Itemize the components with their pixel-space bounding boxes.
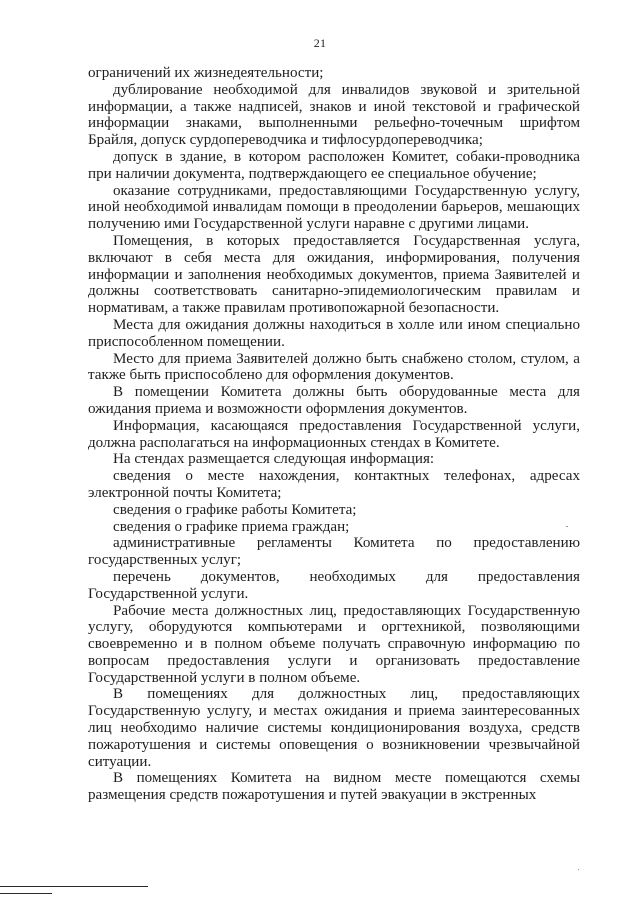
paragraph: оказание сотрудниками, предоставляющими Государственную услугу, иной необходимой инвалидам помощи в преодолении барьеров, мешающих получению ими Государственной услуги наравне с другими лицами. [88, 182, 580, 233]
paragraph: В помещениях для должностных лиц, предоставляющих Государственную услугу, и местах ожидания и приема заинтересованных лиц необходимо наличие системы кондиционирования воздуха, средств пожаротушения и системы оповещения о возникновении чрезвычайной ситуации. [88, 686, 580, 770]
footer-rule [0, 893, 52, 894]
scan-speck [566, 526, 568, 527]
paragraph: Места для ожидания должны находиться в холле или ином специально приспособленном помещении. [88, 316, 580, 350]
paragraph: допуск в здание, в котором расположен Комитет, собаки-проводника при наличии документа, подтверждающего ее специальное обучение; [88, 148, 580, 182]
paragraph: перечень документов, необходимых для предоставления Государственной услуги. [88, 568, 580, 602]
paragraph: Информация, касающаяся предоставления Государственной услуги, должна располагаться на информационных стендах в Комитете. [88, 417, 580, 451]
body-text [88, 65, 580, 804]
paragraph: сведения о графике работы Комитета; [113, 501, 357, 518]
paragraph: В помещениях Комитета на видном месте помещаются схемы размещения средств пожаротушения и путей эвакуации в экстренных [88, 770, 580, 804]
page-number: 21 [313, 36, 327, 50]
paragraph: дублирование необходимой для инвалидов звуковой и зрительной информации, а также надписей, знаков и иной текстовой и графической информации знаками, выполненными рельефно-точечным шрифтом Брайля, допуск сурдопереводчика и тифлосурдопереводчика; [88, 81, 580, 149]
paragraph: сведения о графике приема граждан; [113, 518, 350, 535]
paragraph: Помещения, в которых предоставляется Государственная услуга, включают в себя места для ожидания, информирования, получения информации и заполнения необходимых документов, приема Заявителей и должны соответствовать санитарно-эпидемиологическим правилам и нормативам, а также правилам противопожарной безопасности. [88, 232, 580, 317]
scan-speck [578, 869, 579, 870]
paragraph: Место для приема Заявителей должно быть снабжено столом, стулом, а также быть приспособлено для оформления документов. [88, 350, 580, 384]
footer-rule [0, 886, 148, 887]
paragraph: административные регламенты Комитета по предоставлению государственных услуг; [88, 535, 580, 569]
paragraph: сведения о месте нахождения, контактных телефонах, адресах электронной почты Комитета; [88, 468, 580, 501]
paragraph: Рабочие места должностных лиц, предоставляющих Государственную услугу, оборудуются компьютерами и оргтехникой, позволяющими своевременно и в полном объеме получать справочную информацию по вопросам предоставления услуги и организовать предоставление Государственной услуги в полном объеме. [88, 602, 580, 686]
paragraph: На стендах размещается следующая информация: [113, 451, 435, 468]
paragraph-continuation: ограничений их жизнедеятельности; [88, 65, 324, 81]
paragraph: В помещении Комитета должны быть оборудованные места для ожидания приема и возможности оформления документов. [88, 384, 580, 417]
